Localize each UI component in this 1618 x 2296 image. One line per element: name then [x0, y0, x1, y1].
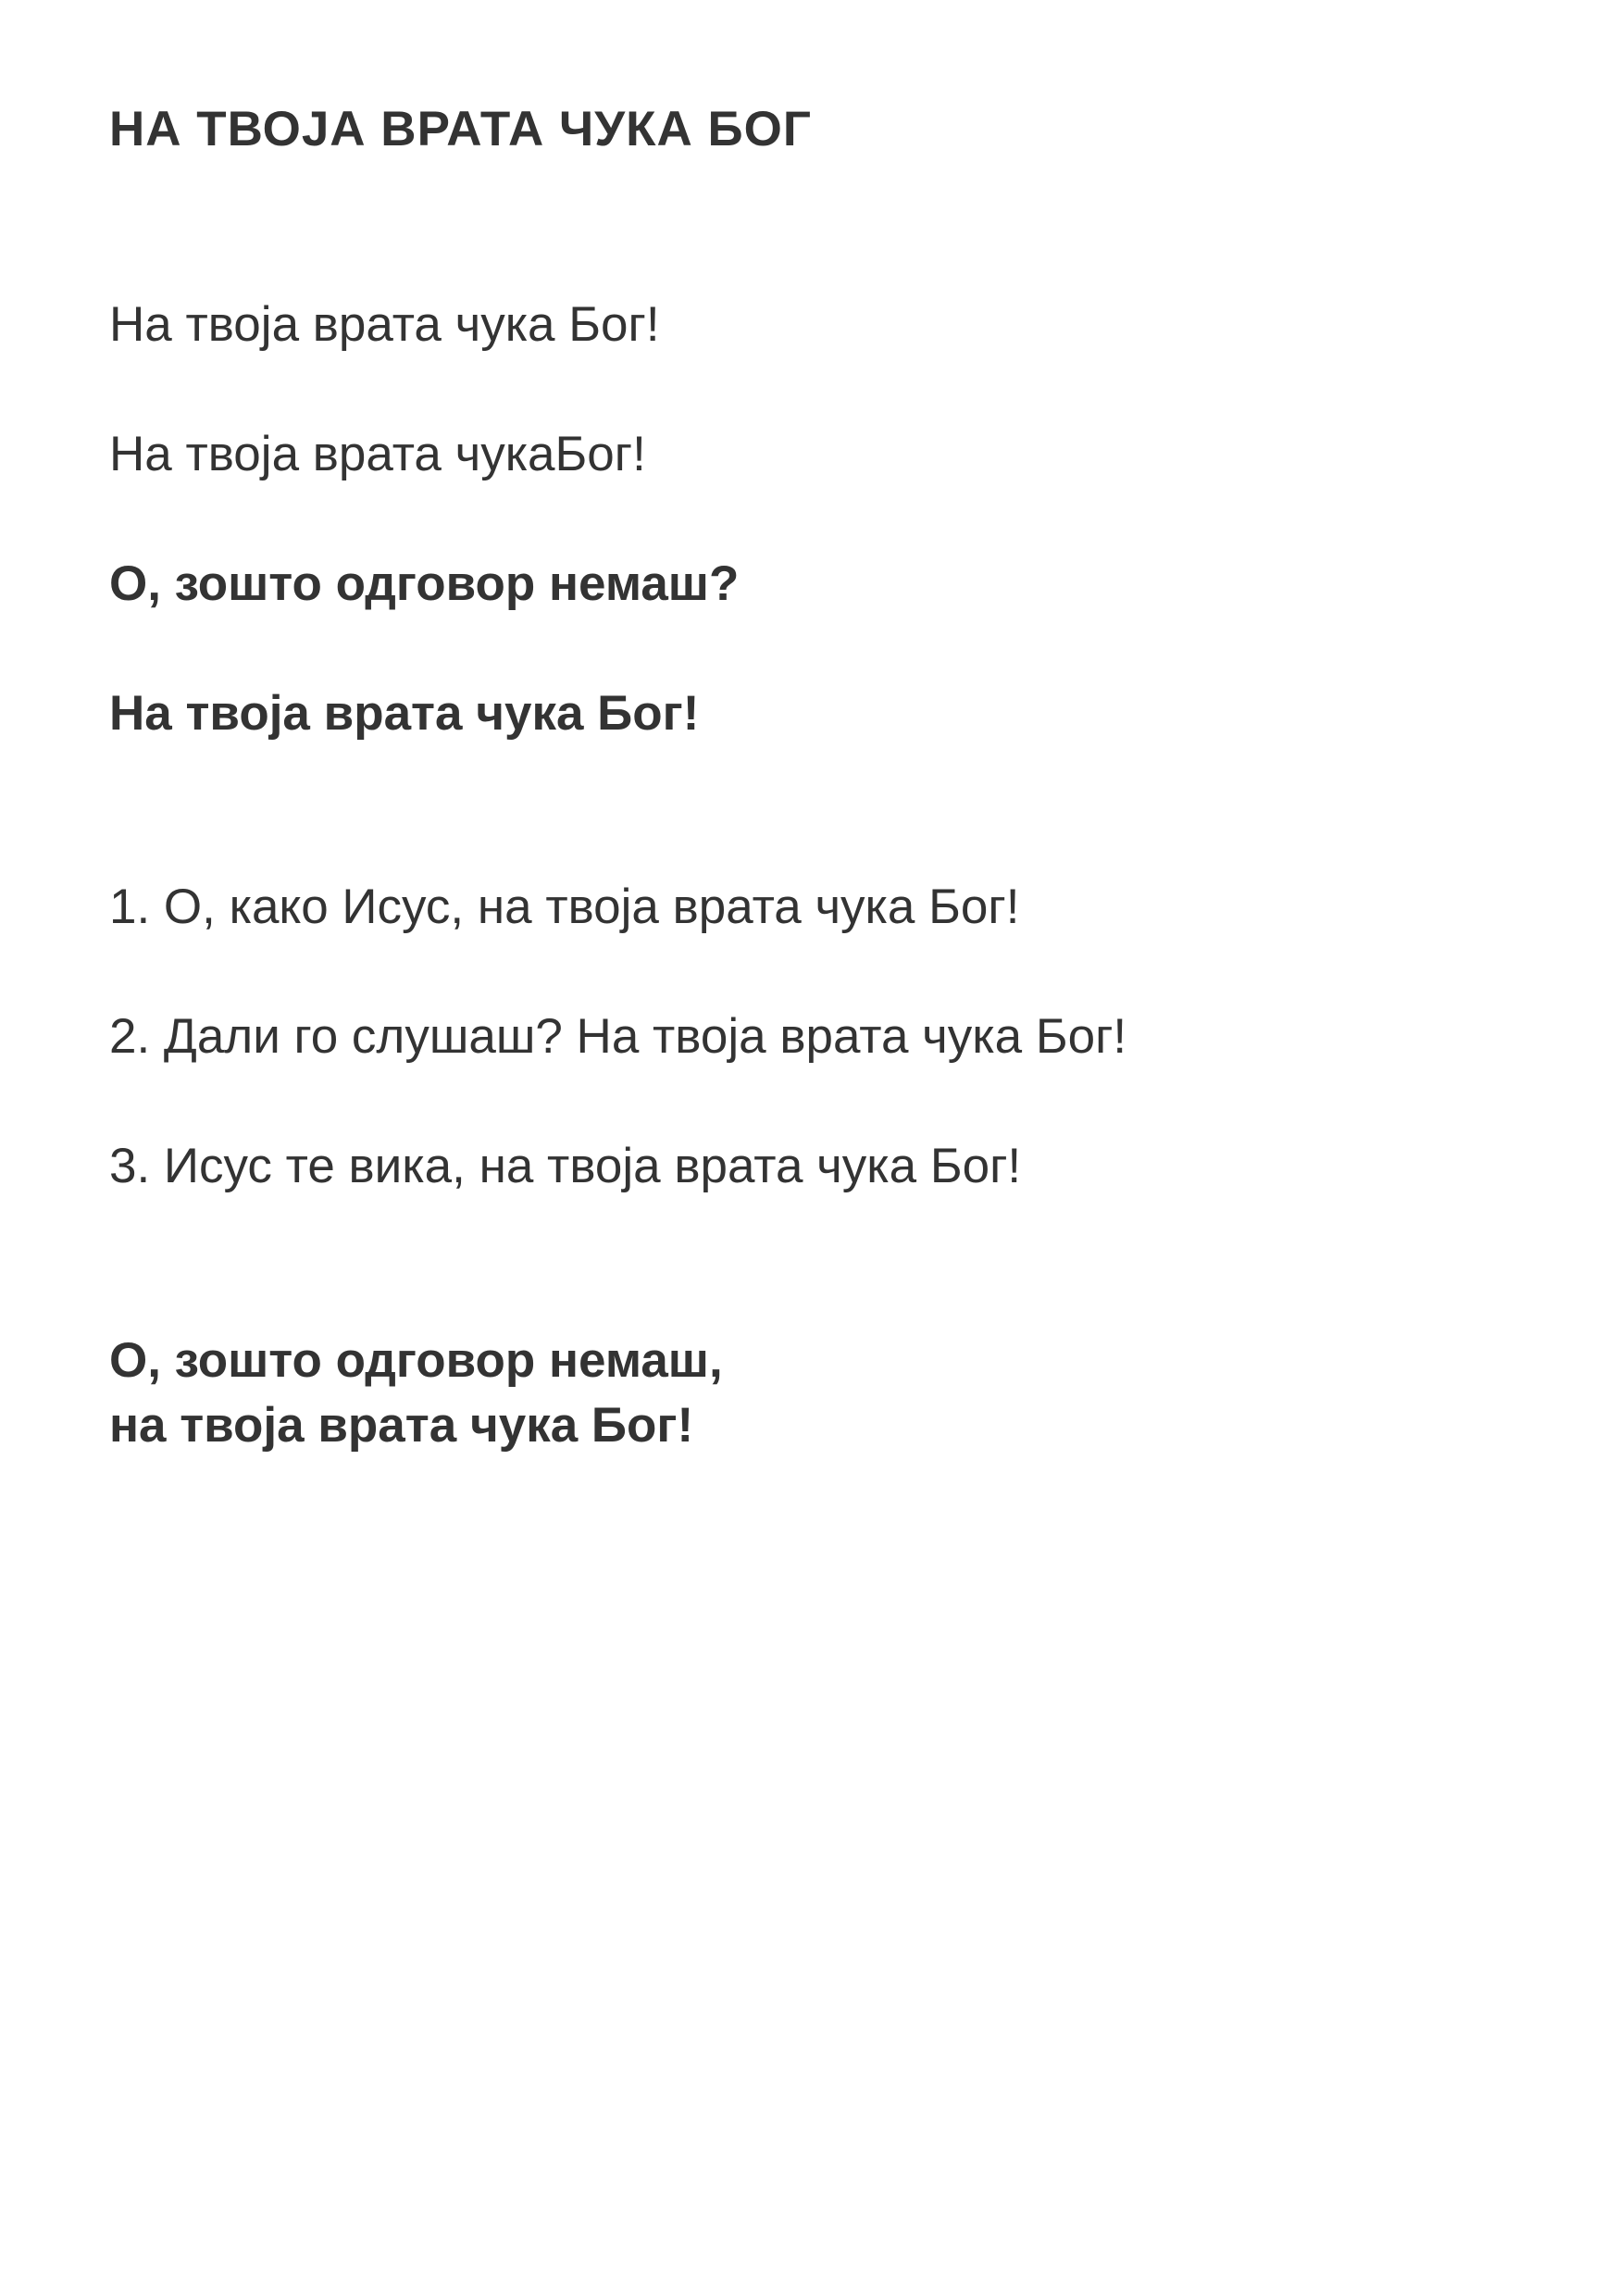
- chorus-line-2: На твоја врата чукаБог!: [109, 427, 646, 481]
- verse-2: 2. Дали го слушаш? На твоја врата чука Бог!: [109, 1009, 1127, 1064]
- chorus-line-1: На твоја врата чука Бог!: [109, 297, 660, 352]
- song-title: НА ТВОЈА ВРАТА ЧУКА БОГ: [109, 102, 812, 156]
- ending-line-2: на твоја врата чука Бог!: [109, 1398, 694, 1453]
- verse-1: 1. О, како Исус, на твоја врата чука Бог!: [109, 880, 1020, 934]
- chorus-line-3: О, зошто одговор немаш?: [109, 556, 740, 611]
- chorus-line-4: На твоја врата чука Бог!: [109, 686, 700, 741]
- ending-line-1: О, зошто одговор немаш,: [109, 1333, 723, 1388]
- verse-3: 3. Исус те вика, на твоја врата чука Бог!: [109, 1139, 1022, 1193]
